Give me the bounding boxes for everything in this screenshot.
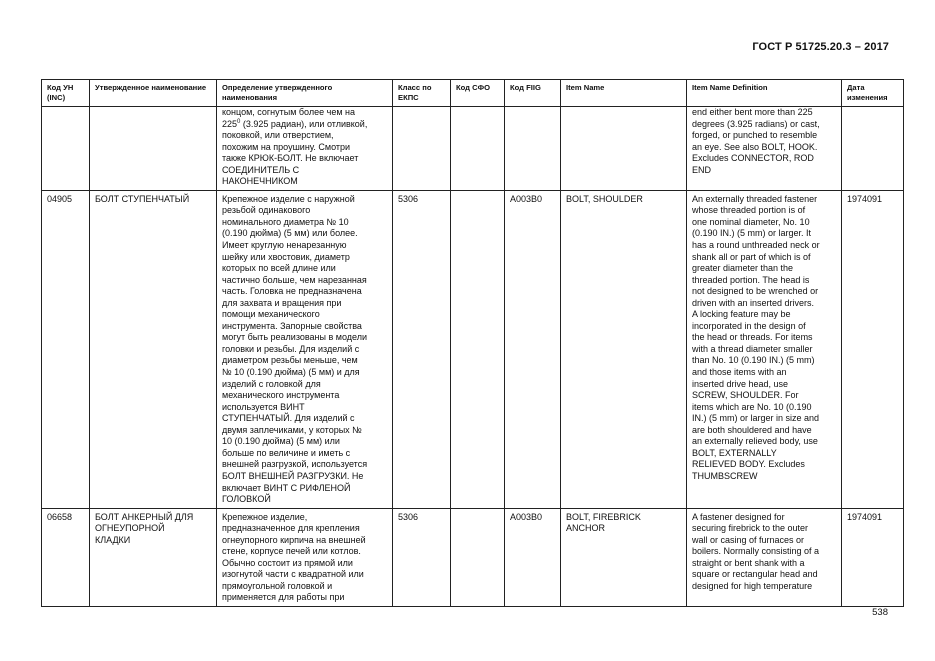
definition-text-end: (3.925 радиан), или отливкой, поковкой, или отверстием, похожим на проушину. Смотри также КРЮК-БОЛТ. Не включает СОЕДИНИТЕЛЬ С НАКОНЕЧНИКОМ bbox=[222, 118, 368, 187]
document-code: ГОСТ Р 51725.20.3 – 2017 bbox=[752, 41, 889, 53]
cell-item-definition: A fastener designed for securing firebrick to the outer wall or casing of furnaces or boilers. Normally consisting of a straight or bent shank with a square or rectangular head and designed for high temperature bbox=[687, 508, 842, 606]
degree-superscript: 0 bbox=[237, 118, 241, 125]
cell-fiig: A003B0 bbox=[505, 508, 561, 606]
col-header-definition: Определение утвержденного наименования bbox=[217, 80, 393, 107]
cell-inc: 06658 bbox=[42, 508, 90, 606]
table-header-row bbox=[42, 80, 904, 107]
definition-text-start: концом, согнутым более чем на 225 bbox=[222, 107, 355, 129]
cell-item-name: BOLT, FIREBRICK ANCHOR bbox=[561, 508, 687, 606]
table-row bbox=[42, 190, 904, 508]
table-row-continuation bbox=[42, 107, 904, 191]
cell-item-definition: An externally threaded fastener whose threaded portion is of one nominal diameter, No. 10 (0.190 IN.) (5 mm) or larger. It has a round unthreaded neck or shank all or part of which is of greater diameter than the threaded portion. The head is not designed to be wrenched or driven with an inserted drivers. A locking feature may be incorporated in the design of the head or threads. For items with a thread diameter smaller than No. 10 (0.190 IN.) (5 mm) and those items with an inserted drive head, use SCREW, SHOULDER. For items which are No. 10 (0.190 IN.) (5 mm) or larger in size and are both shouldered and have an externally relieved body, use BOLT, EXTERNALLY RELIEVED BODY. Excludes THUMBSCREW bbox=[687, 190, 842, 508]
col-header-inc: Код УН (INC) bbox=[42, 80, 90, 107]
col-header-item-definition: Item Name Definition bbox=[687, 80, 842, 107]
cell-fiig bbox=[505, 107, 561, 191]
cell-definition: Крепежное изделие, предназначенное для крепления огнеупорного кирпича на внешней стене, корпусе печей или котлов. Обычно состоит из прямой или изогнутой части с квадратной или прямоугольной головкой и применяется для работы при bbox=[217, 508, 393, 606]
cell-class: 5306 bbox=[393, 190, 451, 508]
cell-sfo bbox=[451, 190, 505, 508]
cell-definition bbox=[217, 107, 393, 191]
col-header-fiig: Код FIIG bbox=[505, 80, 561, 107]
cell-sfo bbox=[451, 107, 505, 191]
col-header-date: Дата изменения bbox=[842, 80, 904, 107]
col-header-approved-name: Утвержденное наименование bbox=[90, 80, 217, 107]
col-header-sfo: Код СФО bbox=[451, 80, 505, 107]
cell-item-definition: end either bent more than 225 degrees (3.925 radians) or cast, forged, or punched to resemble an eye. See also BOLT, HOOK. Excludes CONNECTOR, ROD END bbox=[687, 107, 842, 191]
cell-item-name bbox=[561, 107, 687, 191]
cell-definition: Крепежное изделие с наружной резьбой одинакового номинального диаметра № 10 (0.190 дюйма) (5 мм) или более. Имеет круглую ненарезанную шейку или хвостовик, диаметр которых по всей длине или частично больше, чем нарезанная часть. Головка не предназначена для захвата и вращения при помощи механического инструмента. Запорные свойства могут быть реализованы в модели головки и резьбы. Для изделий с диаметром резьбы меньше, чем № 10 (0.190 дюйма) (5 мм) и для изделий с головкой для механического инструмента используется ВИНТ СТУПЕНЧАТЫЙ. Для изделий с двумя заплечиками, у которых № 10 (0.190 дюйма) (5 мм) или больше по величине и иметь с внешней разгрузкой, используется БОЛТ ВНЕШНЕЙ РАЗГРУЗКИ. Не включает ВИНТ С РИФЛЕНОЙ ГОЛОВКОЙ bbox=[217, 190, 393, 508]
cell-item-name: BOLT, SHOULDER bbox=[561, 190, 687, 508]
nomenclature-table bbox=[41, 79, 904, 607]
cell-class bbox=[393, 107, 451, 191]
cell-fiig: A003B0 bbox=[505, 190, 561, 508]
col-header-item-name: Item Name bbox=[561, 80, 687, 107]
cell-date: 1974091 bbox=[842, 190, 904, 508]
table-row bbox=[42, 508, 904, 606]
cell-inc: 04905 bbox=[42, 190, 90, 508]
page-number: 538 bbox=[872, 607, 888, 618]
cell-approved-name bbox=[90, 107, 217, 191]
cell-approved-name: БОЛТ СТУПЕНЧАТЫЙ bbox=[90, 190, 217, 508]
cell-class: 5306 bbox=[393, 508, 451, 606]
cell-approved-name: БОЛТ АНКЕРНЫЙ ДЛЯ ОГНЕУПОРНОЙ КЛАДКИ bbox=[90, 508, 217, 606]
cell-date: 1974091 bbox=[842, 508, 904, 606]
cell-sfo bbox=[451, 508, 505, 606]
cell-date bbox=[842, 107, 904, 191]
cell-inc bbox=[42, 107, 90, 191]
col-header-class: Класс по ЕКПС bbox=[393, 80, 451, 107]
